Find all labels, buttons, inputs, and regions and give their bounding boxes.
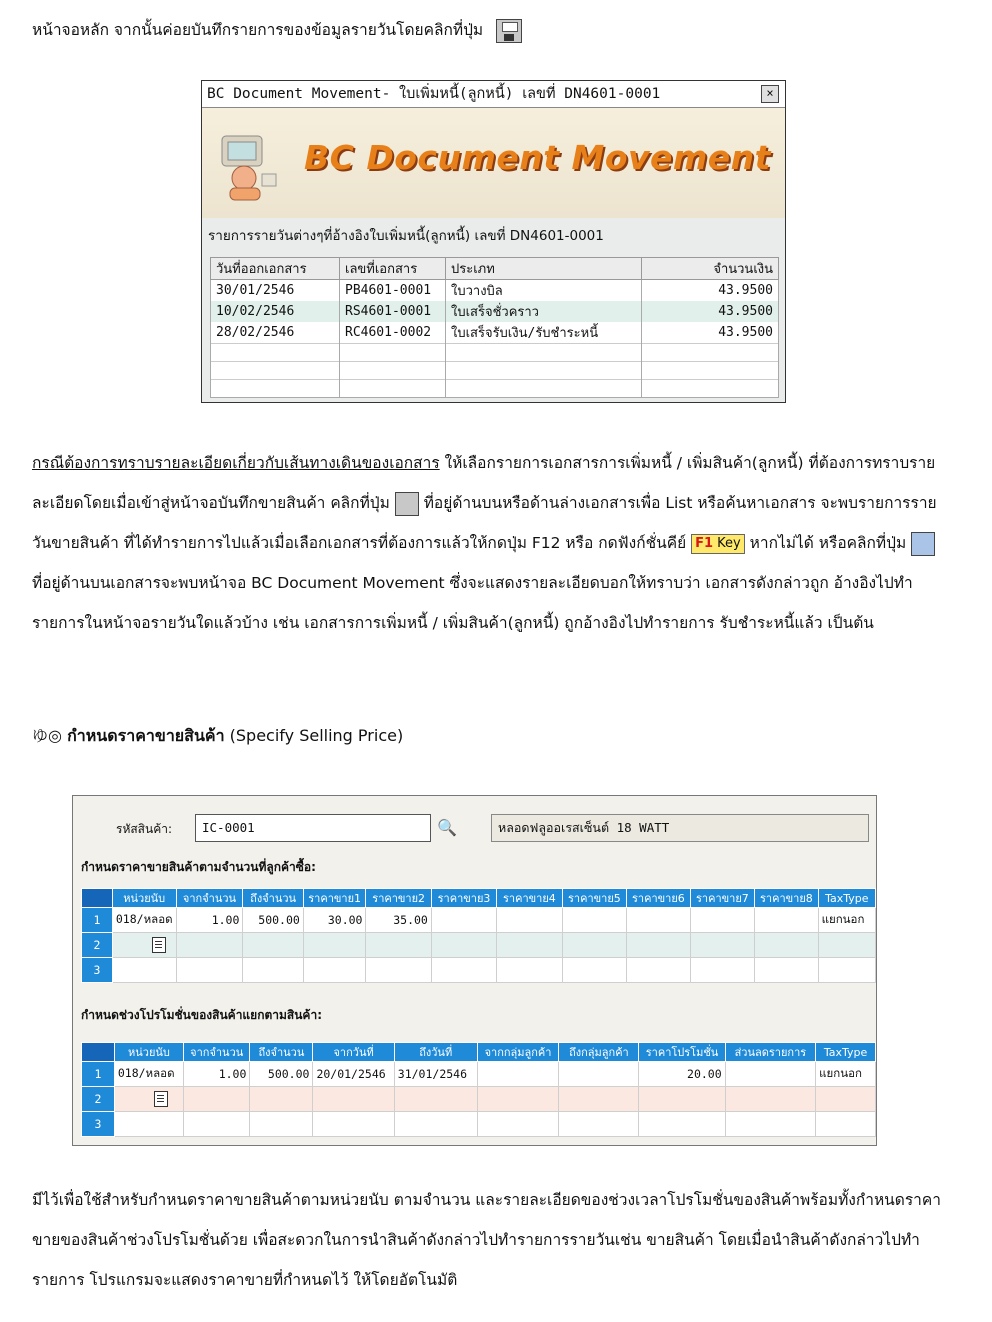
grid-cell[interactable]: 500.00 (250, 1062, 313, 1087)
section-heading (32, 716, 947, 756)
grid-cell[interactable] (114, 1087, 183, 1112)
grid-cell[interactable] (184, 1112, 250, 1137)
grid-cell[interactable] (559, 1062, 639, 1087)
grid-cell[interactable] (243, 958, 303, 983)
product-code-input[interactable]: IC-0001 (195, 814, 431, 842)
grid-cell[interactable] (477, 1112, 559, 1137)
f1-key-icon (691, 534, 745, 554)
key-label: Key (717, 535, 741, 551)
grid-cell[interactable] (303, 933, 366, 958)
grid-column-header[interactable]: TaxType (816, 1043, 876, 1062)
grid-column-header[interactable]: หน่วยนับ (114, 1043, 183, 1062)
window-titlebar (202, 81, 785, 108)
quantity-pricing-label: กำหนดราคาขายสินค้าตามจำนวนที่ลูกค้าซื้อ: (81, 860, 316, 874)
grid-cell[interactable] (497, 958, 562, 983)
promotion-label: กำหนดช่วงโปรโมชั่นของสินค้าแยกตามสินค้า: (81, 1008, 322, 1022)
product-code-label: รหัสสินค้า: (116, 822, 173, 836)
grid-cell[interactable]: 018/หลอด (112, 908, 176, 933)
grid-column-header[interactable]: จากกลุ่มลูกค้า (477, 1043, 559, 1062)
grid-cell[interactable] (431, 933, 496, 958)
grid-row[interactable] (82, 1087, 876, 1112)
grid-cell[interactable] (477, 1087, 559, 1112)
table-row[interactable] (211, 380, 779, 398)
grid-cell[interactable] (816, 1087, 876, 1112)
grid-row[interactable] (82, 933, 876, 958)
paragraph-selling-price: มีไว้เพื่อใช้สำหรับกำหนดราคาขายสินค้าตามหน่วยนับ ตามจำนวน และรายละเอียดของช่วงเวลาโปรโมชั่นของสินค้าพร้อมทั้งกำหนดราคาขายของสินค้าช่วงโปรโมชั่นด้วย เพื่อสะดวกในการนำสินค้าดังกล่าวไปทำรายการรายวันเช่น ขายสินค้า โดยเมื่อนำสินค้าดังกล่าวไปทำรายการ โปรแกรมจะแสดงราคาขายที่กำหนดไว้ ให้โดยอัตโนมัติ (32, 1191, 941, 1289)
column-header[interactable]: เลขที่เอกสาร (340, 258, 446, 280)
grid-cell[interactable]: แยกนอก (818, 908, 875, 933)
document-icon[interactable] (154, 1091, 168, 1107)
grid-cell[interactable] (313, 1087, 394, 1112)
grid-cell[interactable] (394, 1087, 477, 1112)
column-header[interactable]: วันที่ออกเอกสาร (211, 258, 340, 280)
grid-cell[interactable] (477, 1062, 559, 1087)
row-number: 1 (82, 1062, 115, 1087)
mascot-icon (218, 130, 280, 202)
table-cell: ใบเสร็จชั่วคราว (446, 301, 642, 322)
grid-cell[interactable]: 500.00 (243, 908, 303, 933)
grid-cell[interactable] (497, 908, 562, 933)
selling-price-window (72, 795, 877, 1146)
grid-cell[interactable]: 20.00 (639, 1062, 725, 1087)
document-movement-window (201, 80, 786, 403)
table-cell: RC4601-0002 (340, 322, 446, 344)
grid-corner (82, 889, 113, 908)
grid-cell[interactable] (176, 958, 243, 983)
table-row[interactable] (211, 322, 779, 344)
grid-cell[interactable] (497, 933, 562, 958)
banner-title: BC Document Movement (304, 138, 771, 177)
quantity-price-grid (81, 888, 876, 983)
paragraph-text: ให้เลือกรายการเอกสารการเพิ่มหนี้ / เพิ่มสินค้า(ลูกหนี้) ที่ต้องการทราบรายละเอียดโดยเมื่อเข้าสู่หน้าจอบันทึกขายสินค้า คลิกที่ปุ่ม (32, 454, 936, 512)
grid-cell[interactable] (366, 933, 431, 958)
grid-column-header[interactable]: ราคาขาย7 (690, 889, 755, 908)
table-cell: 43.9500 (642, 322, 779, 344)
grid-column-header[interactable]: จากจำนวน (176, 889, 243, 908)
reference-line: รายการรายวันต่างๆที่อ้างอิงใบเพิ่มหนี้(ลูกหนี้) เลขที่ DN4601-0001 (208, 228, 604, 244)
grid-corner (82, 1043, 115, 1062)
grid-row[interactable] (82, 1112, 876, 1137)
grid-cell[interactable] (559, 1112, 639, 1137)
window-banner (202, 108, 785, 218)
grid-cell[interactable] (431, 908, 496, 933)
column-header[interactable]: จำนวนเงิน (642, 258, 779, 280)
grid-column-header[interactable]: หน่วยนับ (112, 889, 176, 908)
promotion-price-grid (81, 1042, 876, 1137)
grid-cell[interactable] (303, 958, 366, 983)
table-cell: 43.9500 (642, 280, 779, 302)
save-icon (496, 19, 522, 43)
paragraph-text: หากไม่ได้ หรือคลิกที่ปุ่ม (744, 534, 907, 552)
grid-cell[interactable] (627, 908, 690, 933)
intro-paragraph (32, 10, 947, 50)
grid-column-header[interactable]: ราคาขาย5 (562, 889, 627, 908)
product-name-field: หลอดฟลูออเรสเซ็นต์ 18 WATT (491, 814, 869, 842)
grid-cell[interactable] (755, 933, 818, 958)
table-row[interactable] (211, 301, 779, 322)
grid-column-header[interactable]: ถึงจำนวน (243, 889, 303, 908)
grid-row[interactable] (82, 958, 876, 983)
grid-cell[interactable]: 20/01/2546 (313, 1062, 394, 1087)
grid-column-header[interactable]: ราคาขาย1 (303, 889, 366, 908)
table-row[interactable] (211, 362, 779, 380)
grid-cell[interactable] (755, 908, 818, 933)
grid-column-header[interactable]: ส่วนลดรายการ (725, 1043, 815, 1062)
grid-cell[interactable] (690, 933, 755, 958)
grid-cell[interactable] (818, 933, 875, 958)
grid-cell[interactable] (562, 908, 627, 933)
grid-cell[interactable] (639, 1112, 725, 1137)
grid-cell[interactable]: 018/หลอด (114, 1062, 183, 1087)
grid-cell[interactable]: 1.00 (184, 1062, 250, 1087)
paragraph-text: ที่อยู่ด้านบนเอกสารจะพบหน้าจอ BC Document Movement ซึ่งจะแสดงรายละเอียดบอกให้ทราบว่า เอกสารดังกล่าวถูก อ้างอิงไปทำรายการในหน้าจอรายวันใดแล้วบ้าง เช่น เอกสารการเพิ่มหนี้ / เพิ่มสินค้า(ลูกหนี้) ถูกอ้างอิงไปทำรายการ รับชำระหนี้แล้ว เป็นต้น (32, 574, 913, 632)
table-cell: RS4601-0001 (340, 301, 446, 322)
row-number: 2 (82, 933, 113, 958)
grid-cell[interactable] (725, 1062, 815, 1087)
grid-cell[interactable] (366, 958, 431, 983)
grid-cell[interactable] (313, 1112, 394, 1137)
grid-column-header[interactable]: ราคาโปรโมชั่น (639, 1043, 725, 1062)
grid-cell[interactable]: 1.00 (176, 908, 243, 933)
grid-cell[interactable] (250, 1087, 313, 1112)
grid-row[interactable] (82, 908, 876, 933)
table-cell: 28/02/2546 (211, 322, 340, 344)
underlined-phrase: กรณีต้องการทราบรายละเอียดเกี่ยวกับเส้นทางเดินของเอกสาร (32, 454, 440, 472)
grid-cell[interactable]: 31/01/2546 (394, 1062, 477, 1087)
database-icon (395, 492, 419, 516)
grid-cell[interactable] (725, 1112, 815, 1137)
grid-column-header[interactable]: ราคาขาย2 (366, 889, 431, 908)
grid-cell[interactable] (562, 958, 627, 983)
grid-cell[interactable] (562, 933, 627, 958)
grid-cell[interactable] (431, 958, 496, 983)
f1-key-label: F1 (695, 535, 714, 551)
grid-column-header[interactable]: ถึงวันที่ (394, 1043, 477, 1062)
grid-cell[interactable] (818, 958, 875, 983)
table-row[interactable] (211, 344, 779, 362)
grid-column-header[interactable]: ราคาขาย8 (755, 889, 818, 908)
grid-cell[interactable] (690, 958, 755, 983)
grid-cell[interactable] (184, 1087, 250, 1112)
grid-cell[interactable] (755, 958, 818, 983)
search-icon[interactable]: 🔍 (437, 818, 457, 837)
grid-cell[interactable] (627, 933, 690, 958)
document-movement-icon (911, 532, 935, 556)
row-number: 3 (82, 958, 113, 983)
row-number: 3 (82, 1112, 115, 1137)
document-icon[interactable] (152, 937, 166, 953)
grid-column-header[interactable]: ราคาขาย4 (497, 889, 562, 908)
grid-column-header[interactable]: จากวันที่ (313, 1043, 394, 1062)
grid-cell[interactable]: 30.00 (303, 908, 366, 933)
grid-cell[interactable] (112, 933, 176, 958)
paragraph-document-movement (32, 443, 947, 643)
grid-cell[interactable] (112, 958, 176, 983)
grid-column-header[interactable]: ราคาขาย3 (431, 889, 496, 908)
grid-cell[interactable] (639, 1087, 725, 1112)
intro-text: หน้าจอหลัก จากนั้นค่อยบันทึกรายการของข้อมูลรายวันโดยคลิกที่ปุ่ม (32, 21, 484, 39)
table-cell: 43.9500 (642, 301, 779, 322)
grid-cell[interactable] (176, 933, 243, 958)
grid-row[interactable] (82, 1062, 876, 1087)
bullet-icon: ゆ◎ (32, 726, 62, 745)
grid-cell[interactable] (559, 1087, 639, 1112)
movement-table (210, 257, 779, 398)
section-title: กำหนดราคาขายสินค้า (67, 726, 225, 745)
grid-cell[interactable] (725, 1087, 815, 1112)
table-cell: 30/01/2546 (211, 280, 340, 302)
grid-cell[interactable] (243, 933, 303, 958)
grid-cell[interactable] (250, 1112, 313, 1137)
row-number: 2 (82, 1087, 115, 1112)
paragraph-text: ที่อยู่ด้านบนหรือด้านล่างเอกสารเพื่อ List หรือค้นหาเอกสาร จะพบรายการรายวันขายสินค้า ที่ได้ทำรายการไปแล้วเมื่อเลือกเอกสารที่ต้องการแล้วให้กดปุ่ม F12 หรือ กดฟังก์ชั่นคีย์ (32, 494, 937, 552)
grid-column-header[interactable]: ถึงจำนวน (250, 1043, 313, 1062)
grid-column-header[interactable]: TaxType (818, 889, 875, 908)
close-icon[interactable]: × (761, 85, 779, 103)
table-cell: ใบวางบิล (446, 280, 642, 302)
grid-cell[interactable]: แยกนอก (816, 1062, 876, 1087)
table-cell: 10/02/2546 (211, 301, 340, 322)
window-title: BC Document Movement- ใบเพิ่มหนี้(ลูกหนี้) เลขที่ DN4601-0001 (207, 86, 661, 102)
grid-cell[interactable] (394, 1112, 477, 1137)
table-cell: PB4601-0001 (340, 280, 446, 302)
grid-cell[interactable]: 35.00 (366, 908, 431, 933)
grid-column-header[interactable]: ถึงกลุ่มลูกค้า (559, 1043, 639, 1062)
table-cell: ใบเสร็จรับเงิน/รับชำระหนี้ (446, 322, 642, 344)
grid-cell[interactable] (114, 1112, 183, 1137)
grid-cell[interactable] (690, 908, 755, 933)
grid-cell[interactable] (627, 958, 690, 983)
row-number: 1 (82, 908, 113, 933)
table-row[interactable] (211, 280, 779, 302)
grid-cell[interactable] (816, 1112, 876, 1137)
grid-column-header[interactable]: จากจำนวน (184, 1043, 250, 1062)
grid-column-header[interactable]: ราคาขาย6 (627, 889, 690, 908)
section-title-english: (Specify Selling Price) (229, 726, 404, 745)
column-header[interactable]: ประเภท (446, 258, 642, 280)
